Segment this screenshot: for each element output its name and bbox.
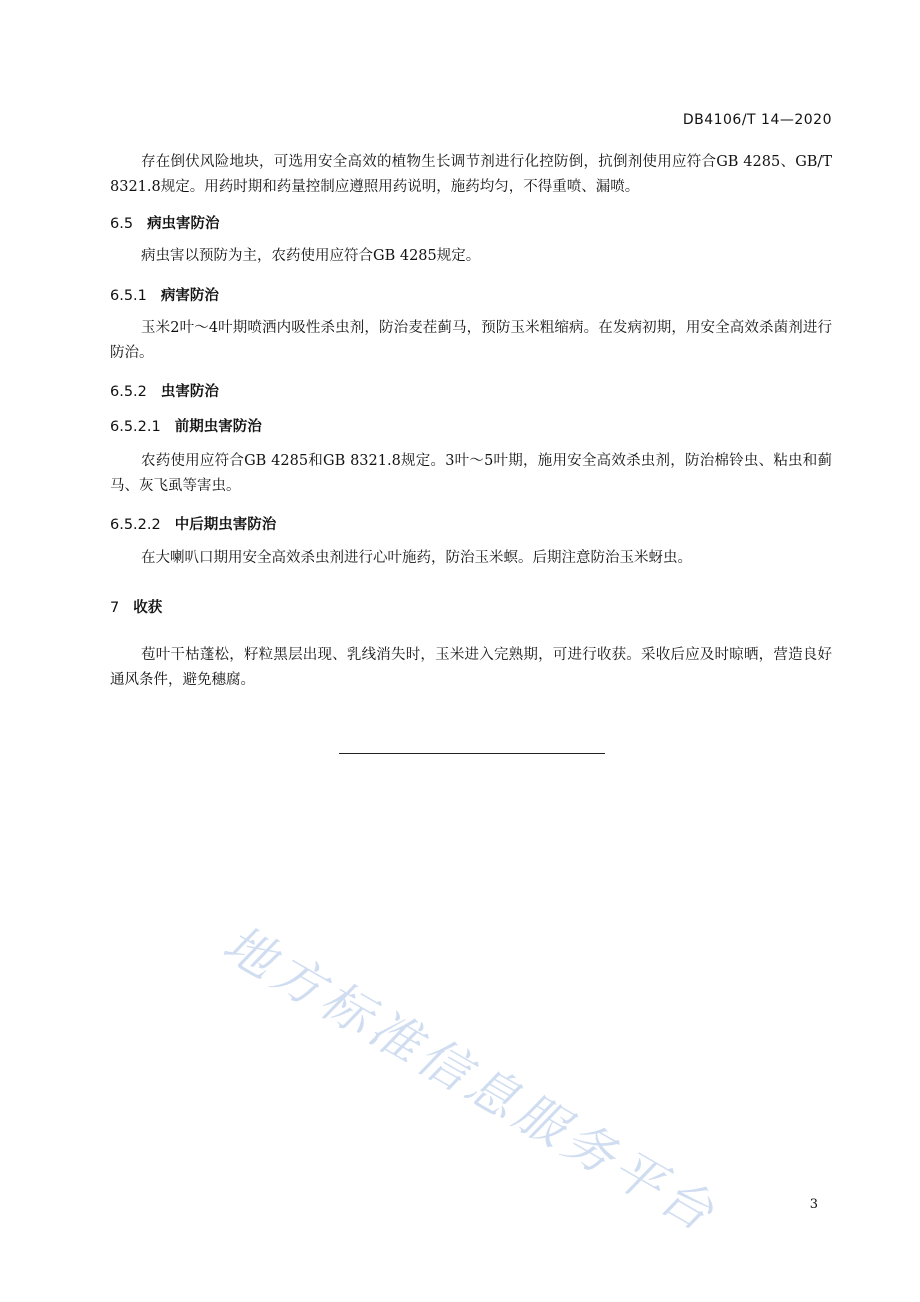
end-of-document-rule bbox=[339, 753, 605, 754]
document-code: DB4106/T 14—2020 bbox=[682, 112, 832, 128]
paragraph-pest-prevention bbox=[110, 244, 832, 269]
section-title: 中后期虫害防治 bbox=[174, 517, 277, 533]
paragraph-text: 苞叶干枯蓬松，籽粒黑层出现、乳线消失时，玉米进入完熟期，可进行收获。采收后应及时晾晒，营造良好通风条件，避免穗腐。 bbox=[110, 647, 832, 688]
section-title: 虫害防治 bbox=[160, 384, 219, 400]
watermark: 地方标准信息服务平台 bbox=[213, 914, 728, 1245]
heading-7 bbox=[110, 596, 162, 617]
section-title: 前期虫害防治 bbox=[174, 419, 262, 435]
paragraph-text: 农药使用应符合GB 4285和GB 8321.8规定。3叶～5叶期，施用安全高效杀虫剂，防治棉铃虫、粘虫和蓟马、灰飞虱等害虫。 bbox=[110, 453, 832, 494]
heading-6-5-2-2 bbox=[110, 513, 276, 534]
section-number: 6.5.2 bbox=[110, 384, 147, 400]
section-number: 6.5 bbox=[110, 216, 134, 232]
section-title: 病害防治 bbox=[160, 288, 219, 304]
paragraph-text: 玉米2叶～4叶期喷洒内吸性杀虫剂，防治麦茬蓟马，预防玉米粗缩病。在发病初期，用安全高效杀菌剂进行防治。 bbox=[110, 320, 832, 361]
paragraph-early-pest-control bbox=[110, 449, 832, 499]
heading-6-5 bbox=[110, 212, 220, 233]
heading-6-5-1 bbox=[110, 284, 219, 305]
paragraph-harvest bbox=[110, 643, 832, 693]
paragraph-lodging-control bbox=[110, 150, 832, 200]
section-number: 6.5.1 bbox=[110, 288, 147, 304]
section-number: 6.5.2.2 bbox=[110, 517, 161, 533]
section-number: 7 bbox=[110, 600, 120, 616]
heading-6-5-2 bbox=[110, 380, 219, 401]
paragraph-text: 在大喇叭口期用安全高效杀虫剂进行心叶施药，防治玉米螟。后期注意防治玉米蚜虫。 bbox=[141, 550, 692, 566]
page-number: 3 bbox=[809, 1197, 818, 1212]
paragraph-text: 存在倒伏风险地块，可选用安全高效的植物生长调节剂进行化控防倒，抗倒剂使用应符合GB 4285、GB/T 8321.8规定。用药时期和药量控制应遵照用药说明，施药均匀，不得重喷、漏喷。 bbox=[110, 154, 832, 195]
section-title: 收获 bbox=[133, 600, 163, 616]
paragraph-disease-control bbox=[110, 316, 832, 366]
paragraph-text: 病虫害以预防为主，农药使用应符合GB 4285规定。 bbox=[141, 248, 481, 264]
section-number: 6.5.2.1 bbox=[110, 419, 161, 435]
paragraph-late-pest-control bbox=[110, 546, 832, 571]
heading-6-5-2-1 bbox=[110, 415, 262, 436]
section-title: 病虫害防治 bbox=[147, 216, 220, 232]
